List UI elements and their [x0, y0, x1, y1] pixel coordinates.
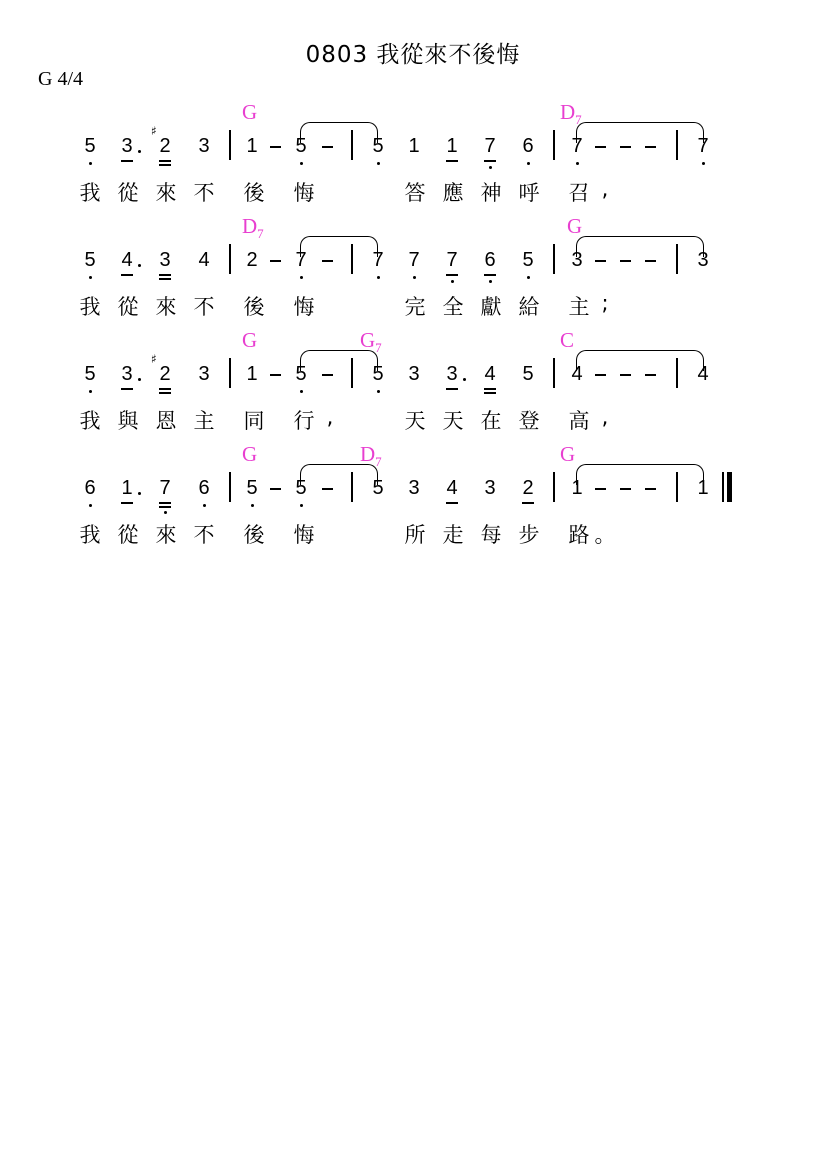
augmentation-dot	[138, 150, 141, 153]
lyric: 悔	[293, 523, 315, 547]
lyric: 完	[404, 295, 426, 319]
lyric: 來	[155, 523, 177, 547]
note: 5	[519, 247, 537, 273]
note: 2	[156, 133, 174, 159]
system-3	[0, 328, 826, 438]
note: 2	[156, 361, 174, 387]
lyric: 後	[243, 295, 265, 319]
augmentation-dot	[138, 378, 141, 381]
chord-label: $G_7$	[360, 328, 382, 356]
note: 3	[571, 249, 583, 271]
note: 5	[292, 361, 310, 387]
dash	[595, 146, 606, 148]
note: 5	[81, 361, 99, 387]
note: 3	[484, 477, 496, 499]
key-signature: G 4/4	[38, 68, 83, 90]
note: 3	[118, 133, 136, 159]
dash	[595, 374, 606, 376]
lyric: 我	[79, 295, 101, 319]
note: 3	[408, 363, 420, 385]
lyric: 悔	[293, 295, 315, 319]
note: 5	[243, 475, 261, 501]
lyric: 恩	[155, 409, 177, 433]
chord-label: G	[560, 442, 576, 466]
note: 1	[408, 135, 420, 157]
lyric: 不	[193, 181, 215, 205]
bar-line	[229, 130, 231, 160]
note: 3	[408, 477, 420, 499]
lyric: 不	[193, 295, 215, 319]
lyric: 來	[155, 295, 177, 319]
dash	[270, 374, 281, 376]
note: 5	[369, 133, 387, 159]
note: 5	[292, 133, 310, 159]
lyric: 召	[568, 181, 590, 205]
note: 4	[198, 249, 210, 271]
dash	[270, 488, 281, 490]
lyric: 高	[568, 409, 590, 433]
lyric: 天	[404, 409, 426, 433]
lyric: 主	[568, 295, 590, 319]
lyric: ,	[326, 405, 334, 429]
note: 5	[369, 361, 387, 387]
dash	[322, 488, 333, 490]
sharp-sign: ♯	[151, 352, 157, 366]
lyric: 天	[442, 409, 464, 433]
note: 3	[443, 361, 461, 387]
note: 2	[246, 249, 258, 271]
bar-line	[229, 244, 231, 274]
chord-label: C	[560, 328, 575, 352]
lyric: 後	[243, 523, 265, 547]
dash	[322, 146, 333, 148]
lyric: 呼	[518, 181, 540, 205]
lyric: 不	[193, 523, 215, 547]
note: 2	[519, 475, 537, 501]
lyric: ;	[601, 291, 609, 315]
chord-label: $D_7$	[242, 214, 264, 242]
note: 5	[522, 363, 534, 385]
lyric: 與	[117, 409, 139, 433]
lyric: 應	[442, 181, 464, 205]
note: 6	[81, 475, 99, 501]
dash	[645, 146, 656, 148]
dash	[270, 260, 281, 262]
dash	[620, 488, 631, 490]
dash	[620, 146, 631, 148]
lyric: 我	[79, 523, 101, 547]
dash	[620, 374, 631, 376]
tie	[300, 122, 378, 143]
bar-line	[553, 244, 555, 274]
system-1	[0, 100, 826, 210]
lyric: 行	[293, 409, 315, 433]
lyric: 每	[480, 523, 502, 547]
note: 1	[697, 477, 709, 499]
bar-line	[553, 472, 555, 502]
tie	[300, 236, 378, 257]
note: 7	[481, 133, 499, 159]
note: 3	[198, 135, 210, 157]
note: 4	[697, 363, 709, 385]
bar-line	[553, 358, 555, 388]
lyric: 從	[117, 181, 139, 205]
lyric: ,	[601, 177, 609, 201]
final-bar-thick	[727, 472, 732, 502]
lyric: 我	[79, 409, 101, 433]
note: 7	[369, 247, 387, 273]
chord-label: G	[567, 214, 583, 238]
note: 1	[246, 363, 258, 385]
sharp-sign: ♯	[151, 124, 157, 138]
note: 3	[156, 247, 174, 273]
augmentation-dot	[138, 264, 141, 267]
lyric: 全	[442, 295, 464, 319]
note: 7	[405, 247, 423, 273]
note: 1	[118, 475, 136, 501]
dash	[322, 260, 333, 262]
note: 7	[292, 247, 310, 273]
bar-line	[229, 358, 231, 388]
lyric: 主	[193, 409, 215, 433]
augmentation-dot	[138, 492, 141, 495]
tie	[576, 122, 704, 143]
tie	[300, 464, 378, 485]
note: 7	[568, 133, 586, 159]
lyric: ,	[601, 405, 609, 429]
song-title: 0803 我從來不後悔	[305, 42, 521, 68]
tie	[576, 350, 704, 371]
lyric: 走	[442, 523, 464, 547]
lyric: 從	[117, 523, 139, 547]
chord-label: G	[242, 442, 258, 466]
dash	[270, 146, 281, 148]
note: 6	[481, 247, 499, 273]
final-bar-thin	[722, 472, 724, 502]
dash	[595, 260, 606, 262]
lyric: 所	[404, 523, 426, 547]
system-4	[0, 442, 826, 552]
note: 6	[519, 133, 537, 159]
note: 3	[198, 363, 210, 385]
note: 1	[246, 135, 258, 157]
augmentation-dot	[463, 378, 466, 381]
lyric: 步	[518, 523, 540, 547]
lyric: 在	[480, 409, 502, 433]
dash	[620, 260, 631, 262]
lyric: 給	[518, 295, 540, 319]
note: 5	[292, 475, 310, 501]
lyric: 從	[117, 295, 139, 319]
dash	[595, 488, 606, 490]
note: 3	[697, 249, 709, 271]
lyric: 獻	[480, 295, 502, 319]
lyric: 。	[594, 523, 616, 547]
tie	[576, 464, 704, 485]
note: 1	[443, 133, 461, 159]
note: 6	[195, 475, 213, 501]
note: 7	[443, 247, 461, 273]
chord-label: G	[242, 100, 258, 124]
lyric: 後	[243, 181, 265, 205]
note: 4	[571, 363, 583, 385]
note: 1	[571, 477, 583, 499]
lyric: 神	[480, 181, 502, 205]
chord-label: $D_7$	[560, 100, 582, 128]
note: 5	[372, 477, 384, 499]
note: 7	[694, 133, 712, 159]
tie	[300, 350, 378, 371]
dash	[645, 488, 656, 490]
lyric: 我	[79, 181, 101, 205]
lyric: 路	[568, 523, 590, 547]
note: 4	[443, 475, 461, 501]
lyric: 來	[155, 181, 177, 205]
dash	[645, 374, 656, 376]
lyric: 答	[404, 181, 426, 205]
dash	[322, 374, 333, 376]
tie	[576, 236, 704, 257]
note: 3	[118, 361, 136, 387]
note: 4	[481, 361, 499, 387]
lyric: 悔	[293, 181, 315, 205]
chord-label: $D_7$	[360, 442, 382, 470]
bar-line	[553, 130, 555, 160]
note: 4	[118, 247, 136, 273]
lyric: 同	[243, 409, 265, 433]
chord-label: G	[242, 328, 258, 352]
system-2	[0, 214, 826, 324]
note: 5	[81, 247, 99, 273]
note: 5	[81, 133, 99, 159]
lyric: 登	[518, 409, 540, 433]
dash	[645, 260, 656, 262]
bar-line	[229, 472, 231, 502]
note: 7	[156, 475, 174, 501]
